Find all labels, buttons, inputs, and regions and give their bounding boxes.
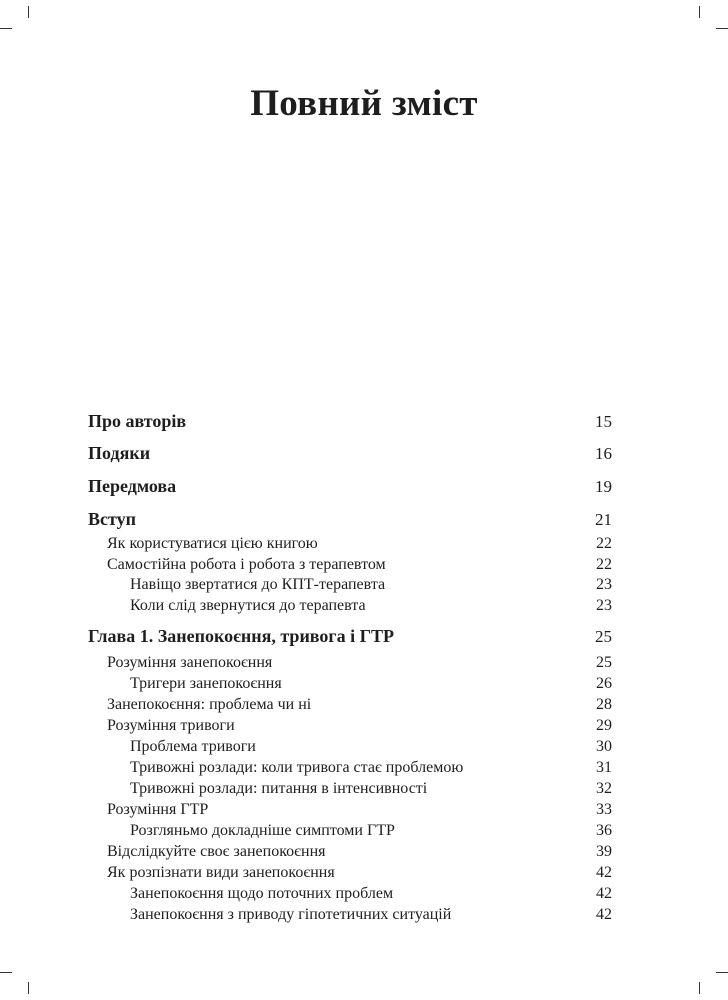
toc-entry-title: Розуміння занепокоєння	[107, 654, 273, 671]
toc-entry[interactable]	[88, 652, 612, 673]
toc-entry-page: 25	[596, 654, 612, 671]
toc-entry[interactable]	[88, 715, 612, 736]
toc-entry[interactable]	[88, 533, 612, 554]
crop-mark-bottom-right-h	[716, 972, 728, 973]
toc-entry-title: Як розпізнати види занепокоєння	[107, 864, 335, 881]
toc-entry[interactable]	[88, 595, 612, 616]
toc-entry[interactable]	[88, 778, 612, 799]
toc-entry-acknowledgements[interactable]	[88, 441, 612, 465]
table-of-contents	[88, 0, 612, 1000]
toc-entry-page: 32	[596, 780, 612, 797]
page-title: Повний зміст	[250, 83, 478, 124]
toc-entry-about-authors[interactable]	[88, 409, 612, 433]
toc-entry-page: 42	[596, 864, 612, 881]
toc-entry-title: Розуміння ГТР	[107, 801, 209, 818]
toc-entry[interactable]	[88, 799, 612, 820]
toc-entry-page: 42	[596, 885, 612, 902]
toc-entry-title: Подяки	[88, 443, 151, 463]
toc-entry-page: 16	[595, 444, 612, 463]
toc-entry-introduction[interactable]	[88, 507, 612, 531]
toc-entry[interactable]	[88, 904, 612, 925]
toc-entry-page: 39	[596, 843, 612, 860]
toc-entry-title: Тривожні розлади: питання в інтенсивності	[130, 780, 428, 797]
toc-entry-title: Коли слід звернутися до терапевта	[130, 597, 366, 614]
toc-entry-page: 23	[596, 576, 612, 593]
toc-entry[interactable]	[88, 736, 612, 757]
toc-entry[interactable]	[88, 554, 612, 575]
toc-entry-page: 22	[596, 556, 612, 573]
toc-entry[interactable]	[88, 574, 612, 595]
toc-entry-page: 31	[596, 759, 612, 776]
toc-entry-chapter-1[interactable]	[88, 624, 612, 648]
crop-mark-top-left-h	[0, 28, 12, 29]
toc-entry-title: Проблема тривоги	[130, 738, 256, 755]
crop-mark-bottom-left	[28, 982, 29, 994]
toc-entry-title: Про авторів	[88, 411, 187, 431]
toc-entry[interactable]	[88, 757, 612, 778]
toc-entry-page: 15	[595, 412, 612, 431]
toc-entry-page: 21	[595, 510, 612, 529]
toc-entry-page: 22	[596, 535, 612, 552]
toc-entry-title: Тривожні розлади: коли тривога стає проблемою	[130, 759, 464, 776]
toc-entry-title: Занепокоєння щодо поточних проблем	[130, 885, 394, 902]
toc-entry[interactable]	[88, 862, 612, 883]
toc-entry-page: 29	[596, 717, 612, 734]
crop-mark-top-right	[699, 6, 700, 18]
crop-mark-bottom-right	[699, 982, 700, 994]
toc-entry-page: 23	[596, 597, 612, 614]
toc-entry[interactable]	[88, 883, 612, 904]
toc-entry-title: Занепокоєння: проблема чи ні	[107, 696, 312, 713]
toc-entry-title: Навіщо звертатися до КПТ-терапевта	[130, 576, 386, 593]
toc-entry-page: 25	[595, 627, 612, 646]
toc-entry[interactable]	[88, 820, 612, 841]
toc-entry-page: 33	[596, 801, 612, 818]
toc-entry-title: Відслідкуйте своє занепокоєння	[107, 843, 326, 860]
toc-entry-title: Занепокоєння з приводу гіпотетичних ситуацій	[130, 906, 452, 923]
crop-mark-bottom-left-h	[0, 972, 12, 973]
toc-entry-page: 30	[596, 738, 612, 755]
toc-entry[interactable]	[88, 841, 612, 862]
toc-entry-foreword[interactable]	[88, 474, 612, 498]
toc-entry-title: Вступ	[88, 509, 136, 529]
toc-entry[interactable]	[88, 673, 612, 694]
toc-entry-page: 19	[595, 477, 612, 496]
toc-entry-title: Розгляньмо докладніше симптоми ГТР	[130, 822, 395, 839]
toc-entry-page: 42	[596, 906, 612, 923]
toc-entry-title: Самостійна робота і робота з терапевтом	[107, 556, 386, 573]
toc-entry-title: Передмова	[88, 476, 177, 496]
toc-entry-title: Глава 1. Занепокоєння, тривога і ГТР	[88, 626, 395, 646]
toc-entry[interactable]	[88, 694, 612, 715]
toc-entry-page: 26	[596, 675, 612, 692]
crop-mark-top-left	[28, 6, 29, 18]
toc-entry-title: Як користуватися цією книгою	[107, 535, 318, 552]
crop-mark-top-right-h	[716, 28, 728, 29]
toc-entry-page: 28	[596, 696, 612, 713]
toc-entry-title: Розуміння тривоги	[107, 717, 235, 734]
toc-entry-title: Тригери занепокоєння	[130, 675, 282, 692]
toc-entry-page: 36	[596, 822, 612, 839]
